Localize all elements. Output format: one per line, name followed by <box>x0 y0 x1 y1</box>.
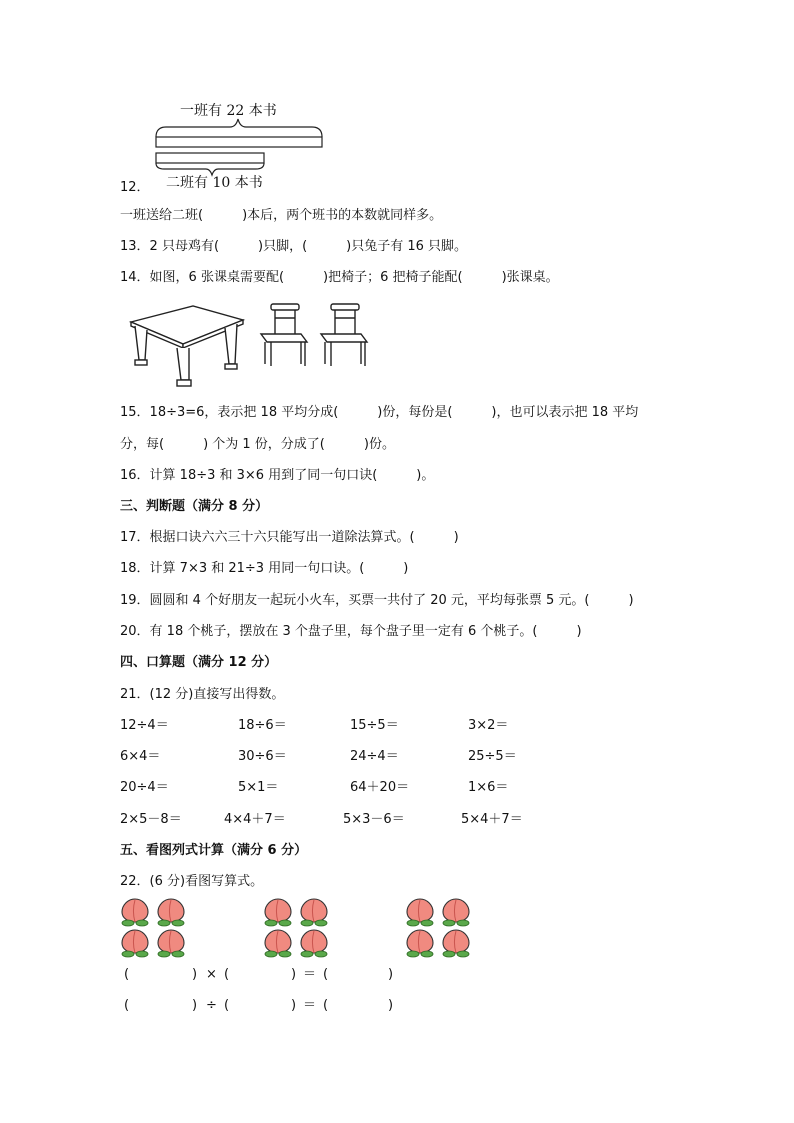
q20-text: 20．有 18 个桃子，摆放在 3 个盘子里，每个盘子里一定有 6 个桃子。( ) <box>120 624 582 639</box>
peach-group-3 <box>407 899 469 957</box>
section5-heading: 五、看图列式计算（满分 6 分） <box>120 843 308 858</box>
peach-icon <box>122 930 148 957</box>
formula2-equals: ＝ <box>303 998 317 1013</box>
formula2-close-paren: ) <box>291 998 297 1013</box>
q18-text: 18．计算 7×3 和 21÷3 用同一句口诀。( ) <box>120 561 409 576</box>
peach-icon <box>407 930 433 957</box>
oral-item: 5×4＋7＝ <box>461 812 523 827</box>
desk-icon <box>131 306 243 386</box>
section4-heading: 四、口算题（满分 12 分） <box>120 655 278 670</box>
oral-item: 3×2＝ <box>468 718 509 733</box>
formula2-open-paren: ( <box>124 998 130 1013</box>
class1-bar <box>156 137 322 147</box>
peach-icon <box>265 899 291 926</box>
class2-bar <box>156 153 264 163</box>
oral-item: 64＋20＝ <box>350 780 410 795</box>
chair-icon <box>321 304 367 366</box>
oral-item: 2×5－8＝ <box>120 812 182 827</box>
peach-icon <box>122 899 148 926</box>
oral-item: 24÷4＝ <box>350 749 399 764</box>
oral-item: 18÷6＝ <box>238 718 287 733</box>
formula1-open-paren: ( <box>124 967 130 982</box>
q16-text: 16．计算 18÷3 和 3×6 用到了同一句口诀( )。 <box>120 468 435 483</box>
formula1-operator: × <box>206 967 217 982</box>
oral-item: 30÷6＝ <box>238 749 287 764</box>
oral-item: 5×3－6＝ <box>343 812 405 827</box>
q13-text: 13．2 只母鸡有( )只脚，( )只兔子有 16 只脚。 <box>120 239 468 254</box>
oral-item: 15÷5＝ <box>350 718 399 733</box>
formula1-equals: ＝ <box>303 967 317 982</box>
formula1-close-paren: ) <box>291 967 297 982</box>
peach-icon <box>158 930 184 957</box>
section3-heading: 三、判断题（满分 8 分） <box>120 499 269 514</box>
oral-item: 4×4＋7＝ <box>224 812 286 827</box>
peach-icon <box>301 930 327 957</box>
formula1-close-paren: ) <box>388 967 394 982</box>
q17-text: 17．根据口诀六六三十六只能写出一道除法算式。( ) <box>120 530 459 545</box>
peach-icon <box>158 899 184 926</box>
peach-icon <box>407 899 433 926</box>
bottom-brace <box>156 163 264 175</box>
chair-icon <box>261 304 307 366</box>
q15-line2: 分，每( ) 个为 1 份，分成了( )份。 <box>120 437 395 452</box>
q21-text: 21．(12 分)直接写出得数。 <box>120 687 285 702</box>
class2-label: 二班有 10 本书 <box>166 175 263 191</box>
peach-group-1 <box>122 899 184 957</box>
q15-line1: 15．18÷3=6，表示把 18 平均分成( )份，每份是( )，也可以表示把 18 平均 <box>120 405 639 420</box>
formula1-open-paren: ( <box>323 967 329 982</box>
class1-label: 一班有 22 本书 <box>180 103 277 119</box>
q12-text: 一班送给二班( )本后，两个班书的本数就同样多。 <box>120 208 443 223</box>
formula2-close-paren: ) <box>388 998 394 1013</box>
desk-chairs-illustration <box>125 300 375 392</box>
q12-number: 12． <box>120 180 150 195</box>
peach-groups <box>118 895 478 959</box>
book-bar-diagram <box>150 95 330 195</box>
formula2-operator: ÷ <box>206 998 217 1013</box>
formula2-open-paren: ( <box>224 998 230 1013</box>
formula1-open-paren: ( <box>224 967 230 982</box>
oral-item: 5×1＝ <box>238 780 279 795</box>
peach-icon <box>301 899 327 926</box>
peach-icon <box>265 930 291 957</box>
peach-icon <box>443 899 469 926</box>
q19-text: 19．圆圆和 4 个好朋友一起玩小火车，买票一共付了 20 元，平均每张票 5 元。( ) <box>120 593 634 608</box>
oral-item: 20÷4＝ <box>120 780 169 795</box>
oral-item: 6×4＝ <box>120 749 161 764</box>
formula2-open-paren: ( <box>323 998 329 1013</box>
formula2-close-paren: ) <box>192 998 198 1013</box>
q14-text: 14．如图，6 张课桌需要配( )把椅子；6 把椅子能配( )张课桌。 <box>120 270 559 285</box>
peach-group-2 <box>265 899 327 957</box>
top-brace <box>156 119 322 137</box>
oral-item: 25÷5＝ <box>468 749 517 764</box>
formula1-close-paren: ) <box>192 967 198 982</box>
oral-item: 1×6＝ <box>468 780 509 795</box>
peach-icon <box>443 930 469 957</box>
oral-item: 12÷4＝ <box>120 718 169 733</box>
q22-text: 22．(6 分)看图写算式。 <box>120 874 264 889</box>
